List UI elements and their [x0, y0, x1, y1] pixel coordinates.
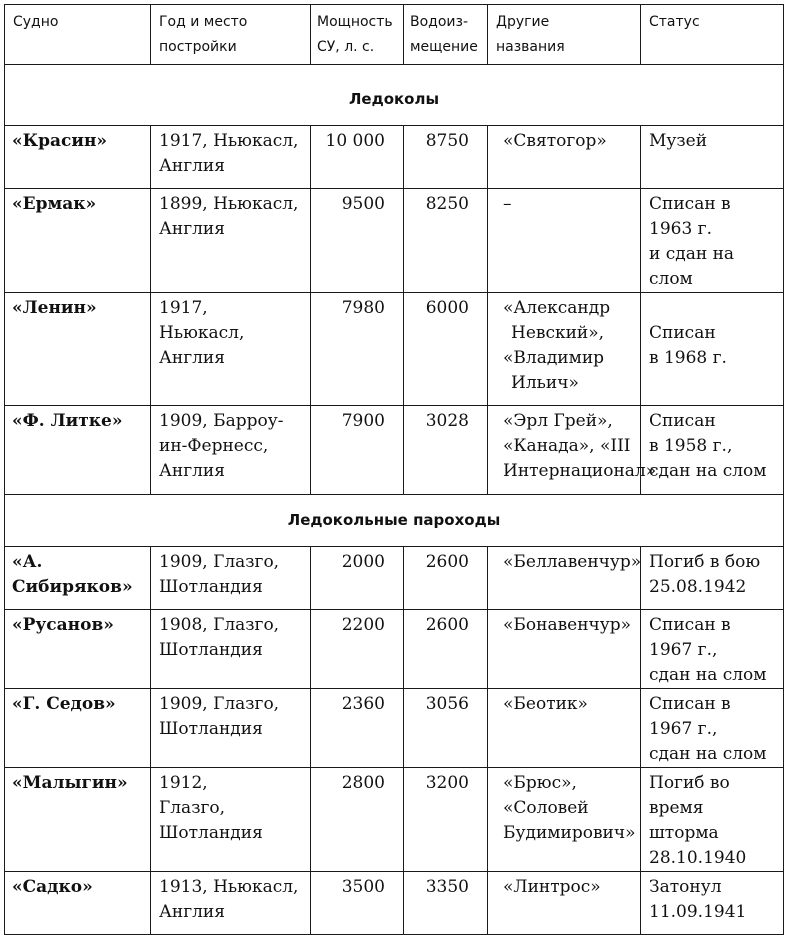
built-lines: [159, 192, 304, 242]
status-cell: [641, 126, 784, 189]
section-title: Ледокольные пароходы: [5, 495, 784, 547]
other-lines: [496, 409, 657, 484]
status-cell: [641, 768, 784, 872]
built-line: Шотландия: [159, 577, 263, 597]
table-row: [5, 610, 784, 689]
power-cell: 2800: [311, 768, 404, 872]
vessel-name: «А. Сибиряков»: [5, 547, 151, 610]
displacement-cell: 3028: [404, 406, 488, 495]
status-line: Списан в 1963 г.: [649, 194, 731, 239]
other-line: «Линтрос»: [503, 877, 601, 897]
other-line: «Беотик»: [503, 694, 588, 714]
status-lines: [649, 875, 777, 925]
other-names-cell: [488, 768, 641, 872]
status-cell: [641, 610, 784, 689]
built-line: Англия: [159, 461, 225, 481]
other-lines: [496, 129, 634, 154]
other-line: «Канада», «III: [503, 436, 631, 456]
vessel-name: «Ленин»: [5, 293, 151, 406]
displacement-cell: 8250: [404, 189, 488, 293]
status-cell: [641, 547, 784, 610]
other-names-cell: [488, 126, 641, 189]
built-line: Шотландия: [159, 719, 263, 739]
built-lines: [159, 550, 304, 600]
built-line: Англия: [159, 219, 225, 239]
other-lines: [496, 875, 634, 900]
status-lines: [649, 192, 777, 292]
status-lines: [649, 771, 777, 871]
other-line: Интернационал»: [503, 461, 657, 481]
built-line: 1908, Глазго,: [159, 615, 280, 635]
vessel-name: «Ермак»: [5, 189, 151, 293]
power-cell: 2360: [311, 689, 404, 768]
other-line: –: [503, 194, 512, 214]
built-line: 1909, Барроу-: [159, 411, 284, 431]
status-line: Затонул: [649, 877, 722, 897]
built-lines: [159, 771, 304, 846]
status-line: сдан на слом: [649, 744, 767, 764]
displacement-cell: 3350: [404, 872, 488, 935]
section-title: Ледоколы: [5, 65, 784, 126]
built-line: ин-Фернесс,: [159, 436, 269, 456]
other-line: «Брюс»,: [503, 773, 577, 793]
year-place-cell: [151, 547, 311, 610]
displacement-cell: 6000: [404, 293, 488, 406]
year-place-cell: [151, 126, 311, 189]
power-cell: 7900: [311, 406, 404, 495]
other-names-cell: [488, 547, 641, 610]
status-line: в 1958 г.,: [649, 436, 733, 456]
built-lines: [159, 409, 304, 484]
year-place-cell: [151, 293, 311, 406]
other-line: Ильич»: [511, 373, 579, 393]
built-line: 1899, Ньюкасл,: [159, 194, 299, 214]
status-line: Погиб во время: [649, 773, 730, 818]
other-names-cell: [488, 689, 641, 768]
power-cell: 3500: [311, 872, 404, 935]
power-cell: 2200: [311, 610, 404, 689]
status-lines: [649, 692, 777, 767]
year-place-cell: [151, 872, 311, 935]
other-names-cell: [488, 189, 641, 293]
built-line: 1912,: [159, 773, 208, 793]
other-names-cell: [488, 610, 641, 689]
ships-table: [4, 4, 784, 935]
year-place-cell: [151, 768, 311, 872]
table-row: [5, 872, 784, 935]
status-cell: [641, 406, 784, 495]
other-line: Будимирович»: [503, 823, 636, 843]
status-cell: [641, 872, 784, 935]
status-line: [649, 296, 777, 321]
year-place-cell: [151, 406, 311, 495]
other-line: «Бонавенчур»: [503, 615, 632, 635]
power-cell: 10 000: [311, 126, 404, 189]
header-year-place: Год и место постройки: [151, 5, 311, 65]
other-names-cell: [488, 872, 641, 935]
status-line: Погиб в бою: [649, 552, 761, 572]
built-line: Шотландия: [159, 823, 263, 843]
status-line: 25.08.1942: [649, 577, 747, 597]
power-cell: 2000: [311, 547, 404, 610]
vessel-name: «Красин»: [5, 126, 151, 189]
section-row: [5, 65, 784, 126]
power-cell: 7980: [311, 293, 404, 406]
built-lines: [159, 692, 304, 742]
table-row: [5, 547, 784, 610]
vessel-name: «Садко»: [5, 872, 151, 935]
built-lines: [159, 875, 304, 925]
other-names-cell: [488, 406, 657, 495]
built-line: Глазго,: [159, 798, 226, 818]
other-lines: [496, 692, 634, 717]
status-lines: [649, 409, 777, 484]
displacement-cell: 2600: [404, 547, 488, 610]
year-place-cell: [151, 689, 311, 768]
status-lines: [649, 129, 777, 154]
built-line: 1909, Глазго,: [159, 552, 280, 572]
status-line: шторма: [649, 823, 719, 843]
built-line: Ньюкасл,: [159, 323, 245, 343]
status-line: 28.10.1940: [649, 848, 747, 868]
header-status: Статус: [641, 5, 784, 65]
table-row: [5, 293, 784, 406]
status-line: Списан в 1967 г.,: [649, 694, 731, 739]
vessel-name: «Русанов»: [5, 610, 151, 689]
built-lines: [159, 613, 304, 663]
status-cell: [641, 189, 784, 293]
built-lines: [159, 296, 304, 371]
built-line: Англия: [159, 902, 225, 922]
status-cell: [641, 689, 784, 768]
displacement-cell: 8750: [404, 126, 488, 189]
built-line: 1909, Глазго,: [159, 694, 280, 714]
built-lines: [159, 129, 304, 179]
vessel-name: «Малыгин»: [5, 768, 151, 872]
vessel-name: «Г. Седов»: [5, 689, 151, 768]
other-line: «Владимир: [503, 348, 605, 368]
table-row: [5, 189, 784, 293]
status-cell: [641, 293, 784, 406]
other-line: «Святогор»: [503, 131, 607, 151]
other-lines: [496, 192, 634, 217]
other-lines: [496, 771, 634, 846]
built-line: 1913, Ньюкасл,: [159, 877, 299, 897]
status-line: 11.09.1941: [649, 902, 747, 922]
other-lines: [496, 550, 642, 575]
other-line: «Беллавенчур»: [503, 552, 642, 572]
other-lines: [496, 613, 634, 638]
other-line: Невский»,: [511, 323, 605, 343]
status-line: сдан на слом: [649, 461, 767, 481]
header-displacement: Водоиз- мещение: [404, 5, 488, 65]
displacement-cell: 2600: [404, 610, 488, 689]
table-row: [5, 406, 784, 495]
table-row: [5, 126, 784, 189]
table-row: [5, 689, 784, 768]
year-place-cell: [151, 189, 311, 293]
displacement-cell: 3200: [404, 768, 488, 872]
status-line: Музей: [649, 131, 708, 151]
other-line: «Эрл Грей»,: [503, 411, 613, 431]
header-other-names: Другие названия: [488, 5, 641, 65]
status-line: сдан на слом: [649, 665, 767, 685]
vessel-name: «Ф. Литке»: [5, 406, 151, 495]
other-line: «Александр: [503, 298, 611, 318]
built-line: 1917,: [159, 298, 208, 318]
status-line: Списан в 1967 г.,: [649, 615, 731, 660]
other-names-cell: [488, 293, 641, 406]
status-lines: [649, 613, 777, 688]
other-lines: [496, 296, 634, 396]
status-line: Списан: [649, 411, 716, 431]
built-line: 1917, Ньюкасл,: [159, 131, 299, 151]
built-line: Шотландия: [159, 640, 263, 660]
header-vessel: Судно: [5, 5, 151, 65]
built-line: Англия: [159, 156, 225, 176]
status-line: Списан: [649, 323, 716, 343]
power-cell: 9500: [311, 189, 404, 293]
displacement-cell: 3056: [404, 689, 488, 768]
built-line: Англия: [159, 348, 225, 368]
status-line: в 1968 г.: [649, 348, 727, 368]
other-line: «Соловей: [503, 798, 589, 818]
status-lines: [649, 296, 777, 371]
status-line: и сдан на слом: [649, 244, 735, 289]
section-row: [5, 495, 784, 547]
table-row: [5, 768, 784, 872]
header-row: [5, 5, 784, 65]
status-lines: [649, 550, 777, 600]
year-place-cell: [151, 610, 311, 689]
header-power: Мощность СУ, л. с.: [311, 5, 404, 65]
